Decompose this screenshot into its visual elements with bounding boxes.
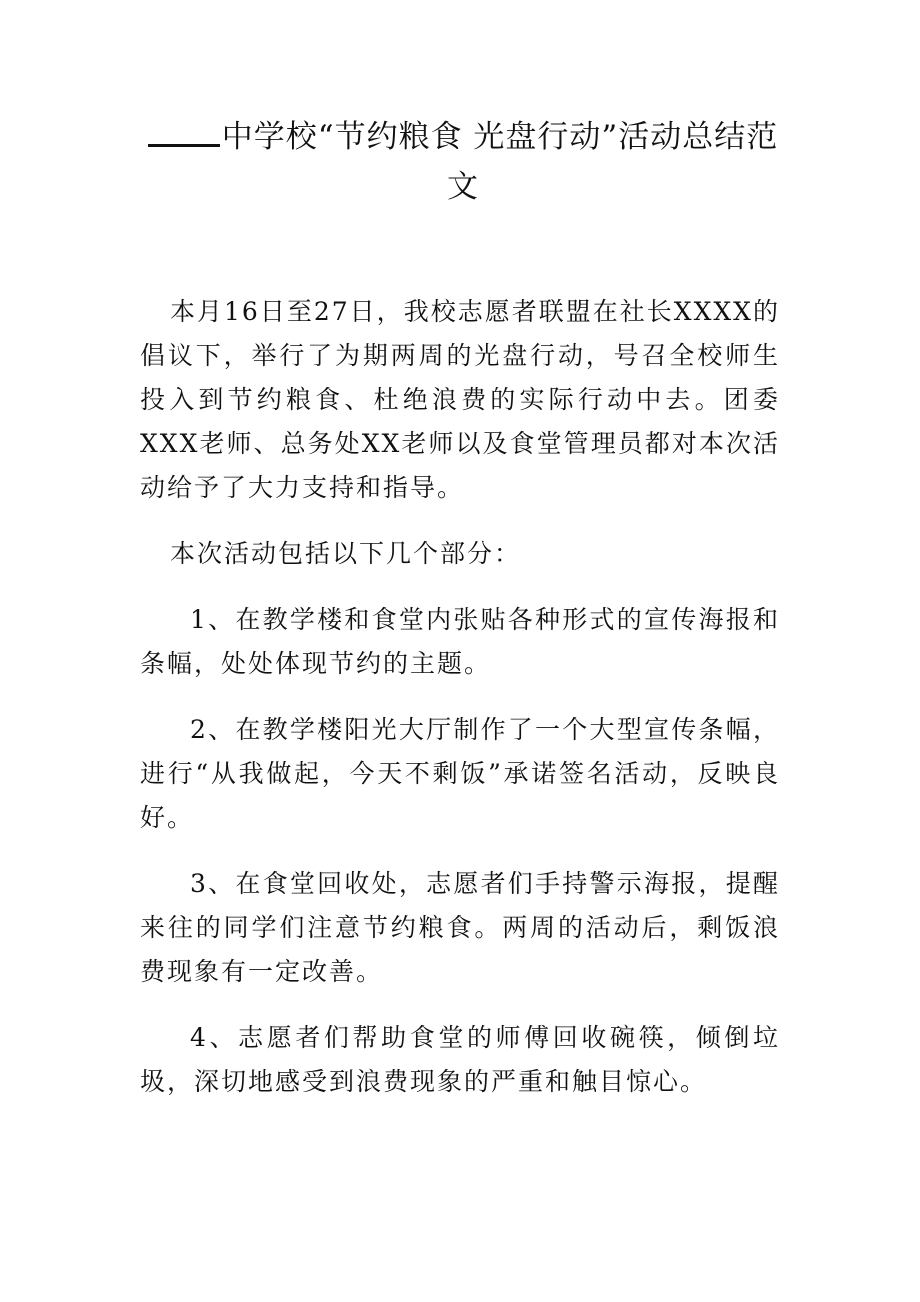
list-item-4: 4、志愿者们帮助食堂的师傅回收碗筷，倾倒垃圾，深切地感受到浪费现象的严重和触目惊心。: [140, 1023, 780, 1096]
paragraph-parts-heading: 本次活动包括以下几个部分：: [170, 539, 522, 568]
list-item-1: 1、在教学楼和食堂内张贴各种形式的宣传海报和条幅，处处体现节约的主题。: [140, 605, 780, 678]
title-text: 中学校“节约粮食 光盘行动”活动总结范文: [221, 119, 779, 205]
title-blank-line: [148, 144, 220, 147]
document-title: [138, 112, 788, 212]
list-item-3: 3、在食堂回收处，志愿者们手持警示海报，提醒来往的同学们注意节约粮食。两周的活动后，剩饭浪费现象有一定改善。: [140, 869, 780, 986]
list-item-2: 2、在教学楼阳光大厅制作了一个大型宣传条幅，进行“从我做起，今天不剩饭”承诺签名活动，反映良好。: [140, 715, 780, 832]
document-body: [140, 290, 780, 1126]
paragraph-intro: 本月16日至27日，我校志愿者联盟在社长XXXX的倡议下，举行了为期两周的光盘行动，号召全校师生投入到节约粮食、杜绝浪费的实际行动中去。团委XXX老师、总务处XX老师以及食堂管理员都对本次活动给予了大力支持和指导。: [140, 297, 780, 502]
